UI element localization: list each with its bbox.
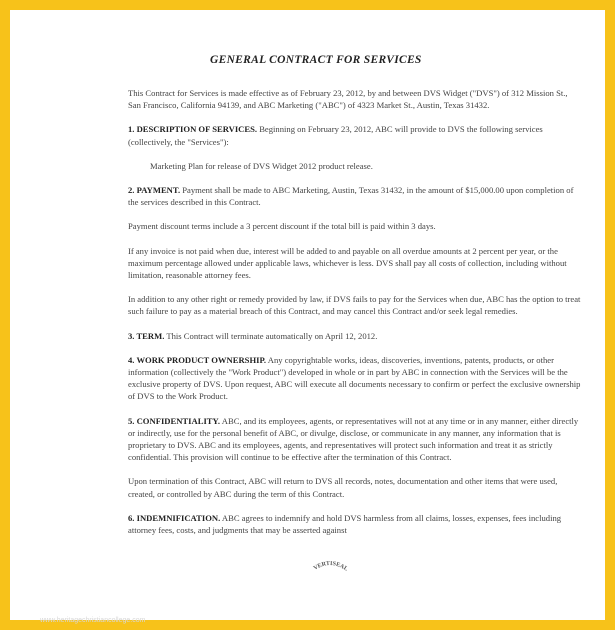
payment-interest: If any invoice is not paid when due, interest will be added to and payable on all overdue amounts at 2 percent per year, or the maximum percentage allowed under applicable laws, whichever is less. DVS shall pay all costs of collection, including without limitation, reasonable attorney fees. — [128, 245, 567, 281]
seal-logo-icon — [308, 558, 352, 574]
section-heading: 2. PAYMENT. — [128, 185, 181, 196]
section-term — [128, 330, 581, 342]
section-heading: 3. TERM. — [128, 330, 165, 341]
seal-text: VERTISEAL — [312, 560, 349, 573]
section-payment — [128, 184, 581, 208]
section-heading: 1. DESCRIPTION OF SERVICES. — [128, 124, 258, 135]
termination-return: Upon termination of this Contract, ABC will return to DVS all records, notes, documentation and other items that were used, created, or controlled by ABC during the term of this Contract. — [128, 476, 558, 499]
document-page — [10, 10, 605, 620]
section-heading: 4. WORK PRODUCT OWNERSHIP. — [128, 354, 267, 365]
section-heading: 6. INDEMNIFICATION. — [128, 512, 221, 523]
payment-remedy: In addition to any other right or remedy provided by law, if DVS fails to pay for the Services when due, ABC has the option to treat such failure to pay as a material breach of this Contract, and may cancel this Contract and/or seek legal remedies. — [128, 294, 581, 317]
watermark-footer: www.heritagechristiancollege.com — [40, 617, 146, 624]
section-text: ABC agrees to indemnify and hold DVS harmless from all claims, losses, expenses, fees including attorney fees, costs, and judgments that may be asserted against — [128, 512, 562, 536]
svg-text:VERTISEAL — [313, 561, 349, 573]
section-description — [128, 123, 581, 147]
section-confidentiality — [128, 415, 581, 464]
section-text: This Contract will terminate automatically on April 12, 2012. — [166, 330, 378, 341]
section-text: Any copyrightable works, ideas, discoveries, inventions, patents, products, or other information (collectively the "Work Product") developed in whole or in part by ABC in connection with the Services will be the exclusive property of DVS. Upon request, ABC will execute all documents necessary to confirm or perfect the exclusive ownership of DVS to the Work Product. — [128, 354, 581, 402]
section-text: ABC, and its employees, agents, or representatives will not at any time or in any manner, either directly or indirectly, use for the personal benefit of ABC, or divulge, disclose, or communicate in any manner, any information that is proprietary to DVS. ABC and its employees, agents, and representatives will protect such information and treat it as strictly confidential. This provision will continue to be effective after the termination of this Contract. — [128, 415, 579, 463]
section-heading: 5. CONFIDENTIALITY. — [128, 415, 221, 426]
payment-discount: Payment discount terms include a 3 percent discount if the total bill is paid within 3 days. — [128, 221, 436, 232]
services-item: Marketing Plan for release of DVS Widget 2012 product release. — [150, 160, 373, 171]
section-indemnification — [128, 512, 581, 536]
section-work-product — [128, 354, 581, 403]
intro-paragraph: This Contract for Services is made effective as of February 23, 2012, by and between DVS Widget ("DVS") of 312 Mission St., San Francisco, California 94139, and ABC Marketing ("ABC") of 4323 Market St., Austin, Texas 31432. — [128, 88, 568, 111]
document-title: GENERAL CONTRACT FOR SERVICES — [210, 54, 422, 66]
section-text: Payment shall be made to ABC Marketing, Austin, Texas 31432, in the amount of $15,000.00 upon completion of the services described in this Contract. — [128, 185, 574, 208]
section-text: Beginning on February 23, 2012, ABC will provide to DVS the following services (collectively, the "Services"): — [128, 124, 543, 147]
